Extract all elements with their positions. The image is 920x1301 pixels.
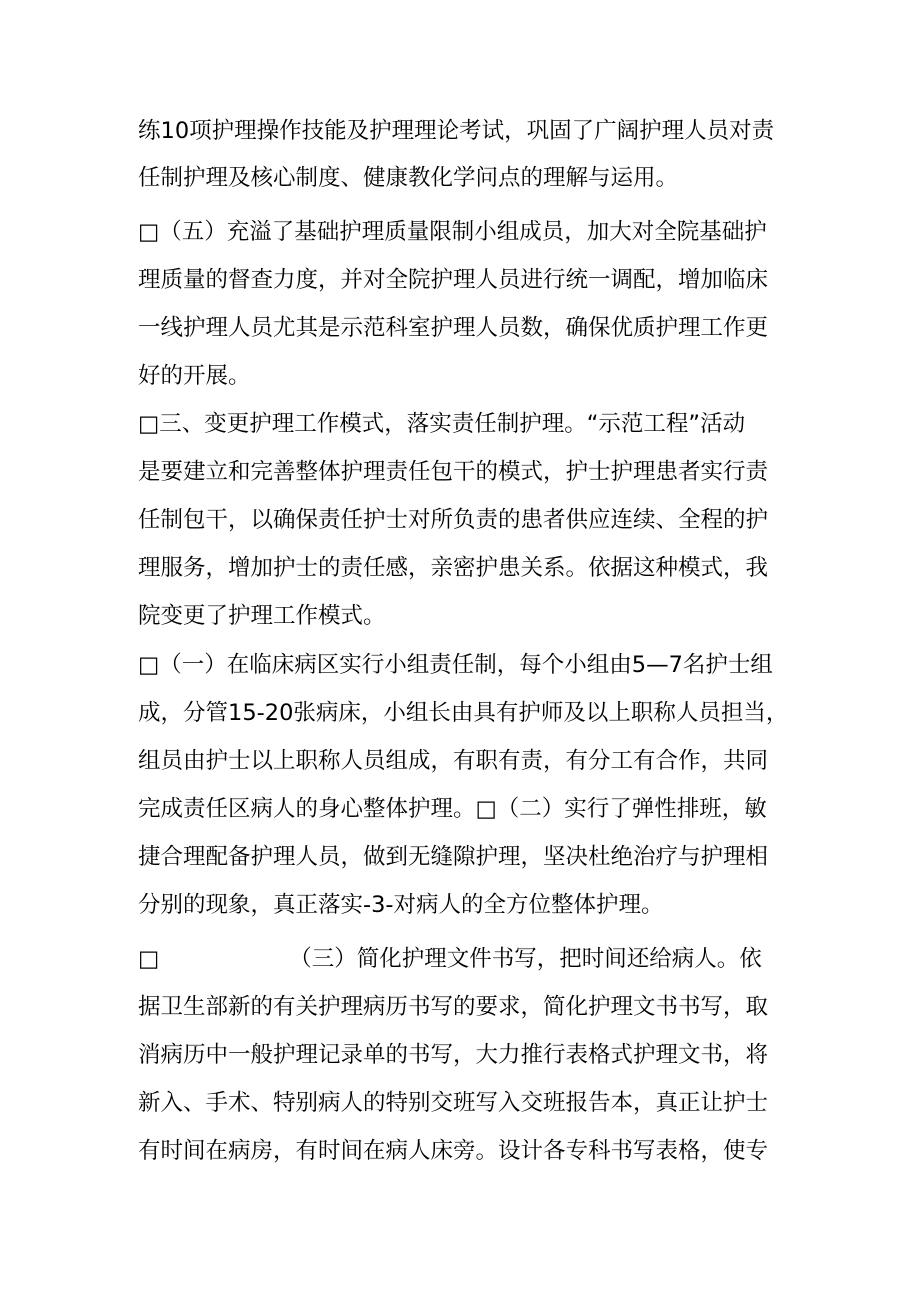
text-line: 是要建立和完善整体护理责任包干的模式，护士护理患者实行责 [138,459,769,485]
text-line: 完成责任区病人的身心整体护理。□（二）实行了弹性排班，敏 [138,796,767,822]
text-line: 分别的现象，真正落实-3-对病人的全方位整体护理。 [138,892,664,918]
paragraph-marker: □ [138,946,160,972]
text-line: 院变更了护理工作模式。 [138,603,386,629]
text-line: 消病历中一般护理记录单的书写，大力推行表格式护理文书，将 [138,1042,769,1068]
text-line: 理服务，增加护士的责任感，亲密护患关系。依据这种模式，我 [138,555,769,581]
section-heading-line: □三、变更护理工作模式，落实责任制护理。“示范工程”活动 [138,411,746,437]
text-line: 理质量的督查力度，并对全院护理人员进行统一调配，增加临床 [138,267,769,293]
text-line: 好的开展。 [138,363,251,389]
paragraph-start-line: □（一）在临床病区实行小组责任制，每个小组由5—7名护士组 [138,652,773,678]
text-line: 组员由护士以上职称人员组成，有职有责，有分工有合作，共同 [138,748,769,774]
text-line: 据卫生部新的有关护理病历书写的要求，简化护理文书书写，取 [138,994,769,1020]
text-line: 任制包干，以确保责任护士对所负责的患者供应连续、全程的护 [138,507,769,533]
paragraph-start-line [138,935,798,983]
text-line: 新入、手术、特别病人的特别交班写入交班报告本，真正让护士 [138,1090,769,1116]
text-line: 成，分管15-20张病床，小组长由具有护师及以上职称人员担当， [138,700,789,726]
text-line: 任制护理及核心制度、健康教化学问点的理解与运用。 [138,165,679,191]
text-line: 有时间在病房，有时间在病人床旁。设计各专科书写表格，使专 [138,1138,769,1164]
paragraph-start-line: □（五）充溢了基础护理质量限制小组成员，加大对全院基础护 [138,219,767,245]
text-line: 练10项护理操作技能及护理理论考试，巩固了广阔护理人员对责 [138,118,775,144]
text-line: 一线护理人员尤其是示范科室护理人员数，确保优质护理工作更 [138,315,769,341]
paragraph-text: （三）简化护理文件书写，把时间还给病人。依 [289,946,762,972]
text-line: 捷合理配备护理人员，做到无缝隙护理，坚决杜绝治疗与护理相 [138,844,769,870]
